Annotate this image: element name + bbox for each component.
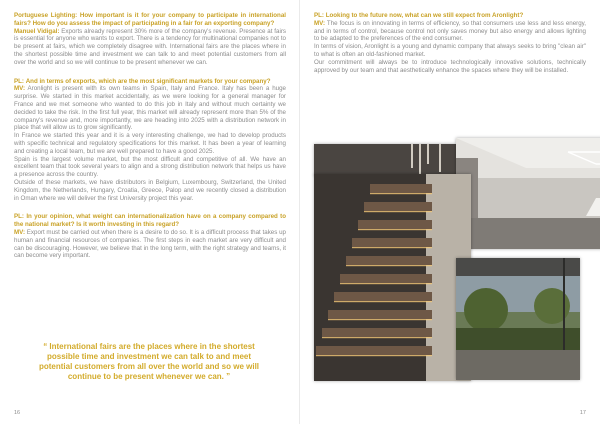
pull-quote: “ International fairs are the places where in the shortest possible time and investment we can talk to and meet potential customers from all over the world and so we will continue to be present whenever we can. ” (38, 342, 260, 381)
answer-label: Manuel Vidigal: (14, 27, 60, 35)
pendant-lights-photo (314, 144, 456, 176)
left-text-column (14, 12, 286, 271)
question-paragraph (314, 12, 586, 20)
answer-label: MV: (314, 19, 325, 27)
page-number-left: 16 (14, 410, 21, 416)
question-text: And in terms of exports, which are the most significant markets for your company? (25, 77, 271, 85)
answer-paragraph (314, 20, 586, 43)
question-label: PL: (14, 77, 24, 85)
meeting-room-photo (456, 138, 600, 249)
answer-label: MV: (14, 228, 25, 236)
answer-paragraph (14, 229, 286, 260)
question-text: In your opinion, what weight can internationalization have on a company compared to the national market? Is it worth investing in this regard? (14, 213, 286, 229)
interview-block-3 (14, 213, 286, 260)
meeting-room-illustration (456, 138, 600, 249)
body-paragraph: Our commitment will always be to introduce technologically innovative solutions, technically approved by our team and that aesthetically enhance the spaces where they will be installed. (314, 58, 586, 74)
question-paragraph (14, 78, 286, 86)
question-label: PL: (14, 213, 24, 221)
answer-text: Exports already represent 30% more of the company's revenue. Presence at fairs is essential for anyone who wants to export. There is a tendency for multinational companies not to be present at fairs, which we completely disagree with. International fairs are the places where in the shortest possible time and investment we can talk to and meet potential customers from all over the world and so we will continue to be present whenever we can. (14, 27, 286, 66)
garden-photo (456, 258, 580, 380)
answer-text: The focus is on innovating in terms of efficiency, so that consumers use less and less energy, and in terms of control, because control not only saves money but also energy and allows lighting to be adapted to the preferences of the end consumer. (314, 19, 586, 43)
question-label: PL: (314, 12, 324, 19)
garden-illustration (456, 258, 580, 380)
body-paragraph: In France we started this year and it is a very interesting challenge, we had to develop products with specific technical and regulatory specifications for this market. It has been a year of learning and creating a local team, but we are well prepared to have a good 2025. (14, 132, 286, 155)
answer-paragraph (14, 28, 286, 67)
right-text-column (314, 12, 586, 74)
question-paragraph (14, 12, 286, 28)
right-page (300, 0, 600, 424)
answer-label: MV: (14, 85, 25, 93)
page-number-right: 17 (579, 410, 586, 416)
answer-text: Aronlight is present with its own teams in Spain, Italy and France. Italy has been a huge surprise. We started in this market accidentally, as we were looking for a general manager for France and we met someone who wanted to do this job in Italy and without much certainty we decided to take the risk. In the first full year, this market will already represent more than 5% of the company's revenue and, more importantly, we are heading into 2025 with a distribution network in place that will allow us to grow significantly. (14, 85, 286, 132)
question-paragraph (14, 213, 286, 229)
interview-block-1 (14, 12, 286, 67)
body-paragraph: Spain is the largest volume market, but the most difficult and competitive of all. We have an excellent team that took several years to align and a strong distribution network that helps us have a presence across the country. (14, 155, 286, 179)
pendant-lights-illustration (314, 144, 456, 176)
body-paragraph: Outside of these markets, we have distributors in Belgium, Luxembourg, Switzerland, the United Kingdom, the Netherlands, Hungary, Croatia, Greece, Palop and we recently closed a distribution in Oman where we will deliver the first University project this year. (14, 178, 286, 202)
interview-block-2 (14, 78, 286, 203)
body-paragraph: In terms of vision, Aronlight is a young and dynamic company that always seeks to bring "clean air" to what is often an old-fashioned market. (314, 43, 586, 58)
question-text: How important is it for your company to participate in international fairs? How do you assess the impact of participating in a fair for an exporting company? (14, 12, 286, 27)
answer-paragraph (14, 85, 286, 132)
staircase-photo (314, 174, 471, 381)
question-label: Portuguese Lighting: (14, 12, 78, 19)
question-text: Looking to the future now, what can we still expect from Aronlight? (325, 12, 524, 19)
answer-text: Export must be carried out when there is a desire to do so. It is a difficult process that takes up human and financial resources of companies. The first steps in each market are very difficult and can be discouraging. However, we believe that in the long term, with the right strategy and teams, it can become very important. (14, 228, 286, 260)
staircase-illustration (314, 174, 471, 381)
